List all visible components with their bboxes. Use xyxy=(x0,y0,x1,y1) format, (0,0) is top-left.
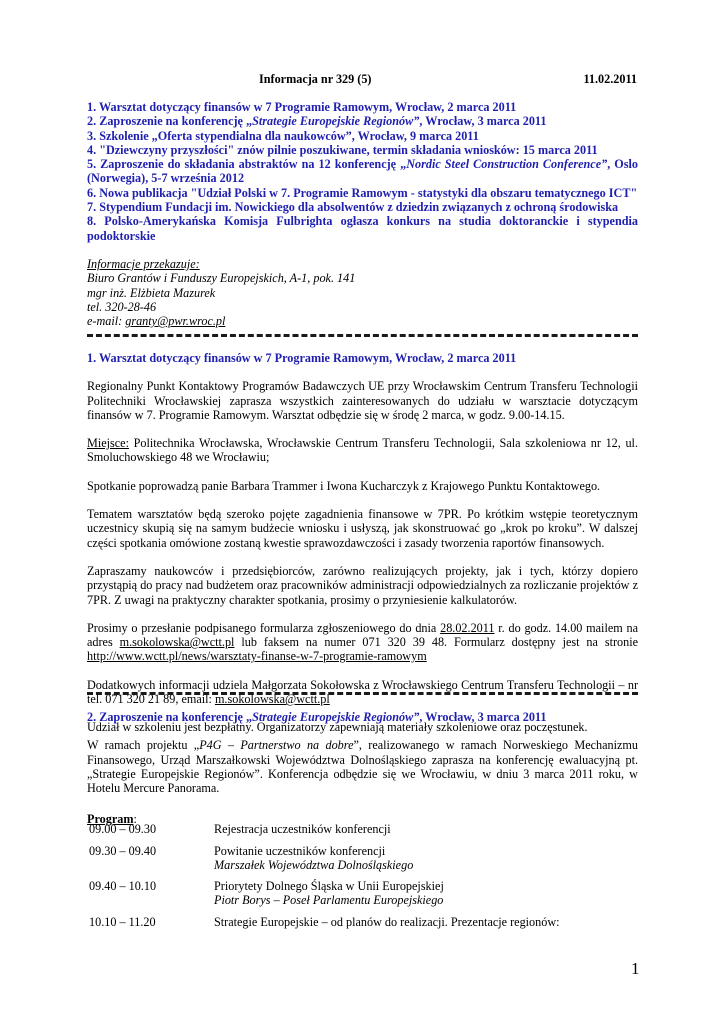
contact-phone: tel. 320-28-46 xyxy=(87,299,157,314)
toc-item[interactable]: 6. Nowa publikacja "Udział Polski w 7. Programie Ramowym - statystyki dla obszaru tematycznego ICT" xyxy=(87,185,638,200)
program-speaker: Marszałek Województwa Dolnośląskiego xyxy=(214,858,414,873)
contact-office: Biuro Grantów i Funduszy Europejskich, A-1, pok. 141 xyxy=(87,271,356,286)
program-heading: Program: xyxy=(87,812,137,826)
program-table xyxy=(87,812,638,929)
section-1-place: Miejsce: Politechnika Wrocławska, Wrocławskie Centrum Transferu Technologii, Sala szkoleniowa nr 12, ul. Smoluchowskiego 48 we Wrocławiu; xyxy=(87,436,638,465)
section-1-speakers: Spotkanie poprowadzą panie Barbara Trammer i Iwona Kucharczyk z Krajowego Punktu Kontaktowego. xyxy=(87,478,601,493)
contact-email-link[interactable]: granty@pwr.wroc.pl xyxy=(125,314,226,329)
section-1-title: 1. Warsztat dotyczący finansów w 7 Programie Ramowym, Wrocław, 2 marca 2011 xyxy=(87,351,517,365)
toc-item[interactable]: 7. Stypendium Fundacji im. Nowickiego dla absolwentów z dziedzin związanych z ochroną środowiska xyxy=(87,200,619,215)
contact-person: mgr inż. Elżbieta Mazurek xyxy=(87,285,216,300)
section-1-free: Udział w szkoleniu jest bezpłatny. Organizatorzy zapewniają materiały szkoleniowe oraz poczęstunek. xyxy=(87,720,588,735)
program-desc: Priorytety Dolnego Śląska w Unii Europejskiej Piotr Borys – Poseł Parlamentu Europejskiego xyxy=(214,879,444,908)
form-url-link[interactable]: http://www.wctt.pl/news/warsztaty-finanse-w-7-programie-ramowym xyxy=(87,649,427,664)
toc-item[interactable]: 2. Zaproszenie na konferencję „Strategie Europejskie Regionów”, Wrocław, 3 marca 2011 xyxy=(87,114,547,129)
contact-heading: Informacje przekazuje: xyxy=(87,257,200,271)
section-1 xyxy=(87,351,638,735)
info-email-link[interactable]: m.sokolowska@wctt.pl xyxy=(214,692,330,707)
table-of-contents xyxy=(87,100,638,243)
program-time: 09.00 – 09.30 xyxy=(89,822,157,836)
toc-item[interactable]: 3. Szkolenie „Oferta stypendialna dla naukowców”, Wrocław, 9 marca 2011 xyxy=(87,128,479,143)
toc-item[interactable]: 1. Warsztat dotyczący finansów w 7 Programie Ramowym, Wrocław, 2 marca 2011 xyxy=(87,100,517,114)
info-date: 11.02.2011 xyxy=(583,72,637,86)
section-2-title: 2. Zaproszenie na konferencję „Strategie Europejskie Regionów”, Wrocław, 3 marca 2011 xyxy=(87,710,547,724)
contact-email-line: e-mail: granty@pwr.wroc.pl xyxy=(87,314,226,329)
toc-item[interactable]: 4. "Dziewczyny przyszłości" znów pilnie poszukiwane, termin składania wniosków: 15 marca 2011 xyxy=(87,142,598,157)
section-1-intro: Regionalny Punkt Kontaktowy Programów Badawczych UE przy Wrocławskim Centrum Transferu Technologii Politechniki Wrocławskiej zaprasza wszystkich zainteresowanych do udziału w warsztacie dotyczącym finansów w 7. Programie Ramowym. Warsztat odbędzie się w środę 2 marca, w godz. 9.00-14.15. xyxy=(87,379,638,422)
section-1-registration: Prosimy o przesłanie podpisanego formularza zgłoszeniowego do dnia 28.02.2011 r. do godz. 14.00 mailem na adres m.sokolowska@wctt.pl lub faksem na numer 071 320 39 48. Formularz dostępny jest na stronie http://www.wctt.pl/news/warsztaty-finanse-w-7-programie-ramowym xyxy=(87,620,638,664)
program-desc: Rejestracja uczestników konferencji xyxy=(214,822,391,836)
section-2 xyxy=(87,710,638,795)
page-number: 1 xyxy=(631,959,640,978)
section-1-audience: Zapraszamy naukowców i przedsiębiorców, zarówno realizujących projekty, jak i tych, którzy dopiero przystąpią do pracy nad budżetem oraz pracowników administracji odpowiedzialnych za rozliczanie projektów z 7PR. Z uwagi na praktyczny charakter spotkania, prosimy o przyniesienie kalkulatorów. xyxy=(87,563,638,607)
info-number: Informacja nr 329 (5) xyxy=(259,72,372,86)
program-time: 09.40 – 10.10 xyxy=(89,879,157,893)
registration-email-link[interactable]: m.sokolowska@wctt.pl xyxy=(119,635,235,650)
toc-item[interactable]: 5. Zaproszenie do składania abstraktów na 12 konferencję „Nordic Steel Construction Conference”, Oslo (Norwegia), 5-7 września 2012 xyxy=(87,157,638,186)
section-divider xyxy=(87,692,638,695)
section-divider xyxy=(87,334,638,337)
deadline-date: 28.02.2011 xyxy=(440,620,495,635)
program-desc: Powitanie uczestników konferencji Marszałek Województwa Dolnośląskiego xyxy=(214,844,414,873)
contact-block xyxy=(87,257,355,328)
program-time: 09.30 – 09.40 xyxy=(89,844,157,858)
program-speaker: Piotr Borys – Poseł Parlamentu Europejskiego xyxy=(214,893,444,908)
section-1-topics: Tematem warsztatów będą szeroko pojęte zagadnienia finansowe w 7PR. Po krótkim wstępie teoretycznym uczestnicy skupią się na samym budżecie wniosku i usłyszą, jak skonstruować go „krok po kroku”. W dalszej części spotkania omówione zostaną kwestie sprawozdawczości i zasady tworzenia raportów finansowych. xyxy=(87,507,638,550)
section-2-intro: W ramach projektu „P4G – Partnerstwo na dobre”, realizowanego w ramach Norweskiego Mechanizmu Finansowego, Urząd Marszałkowski Województwa Dolnośląskiego zaprasza na konferencję ewaluacyjną pt. „Strategie Europejskie Regionów”. Konferencja odbędzie się we Wrocławiu, w dniu 3 marca 2011 roku, w Hotelu Mercure Panorama. xyxy=(87,738,639,796)
toc-item[interactable]: 8. Polsko-Amerykańska Komisja Fulbrighta ogłasza konkurs na studia doktoranckie i stypendia podoktorskie xyxy=(87,214,638,243)
section-1-info: Dodatkowych informacji udziela Małgorzata Sokołowska z Wrocławskiego Centrum Transferu Technologii – nr tel. 071 320 21 89, email: m.sokolowska@wctt.pl xyxy=(87,677,638,707)
program-time: 10.10 – 11.20 xyxy=(89,915,156,929)
program-desc: Strategie Europejskie – od planów do realizacji. Prezentacje regionów: xyxy=(214,915,560,929)
